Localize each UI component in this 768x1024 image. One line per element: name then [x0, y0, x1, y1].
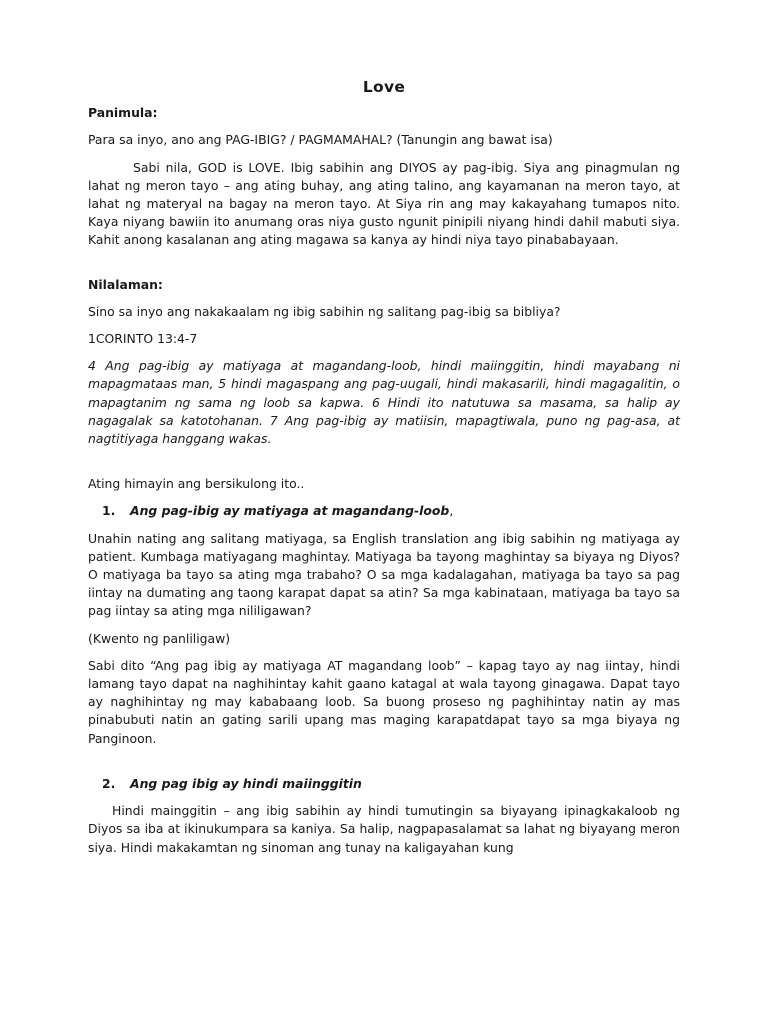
- document-title: Love: [362, 78, 406, 96]
- point-1-title: Ang pag-ibig ay matiyaga at magandang-loob: [130, 503, 450, 519]
- point-1-paragraph-1: Unahin nating ang salitang matiyaga, sa English translation ang ibig sabihin ng matiyaga ay patient. Kumbaga matiyagang maghintay. Matiyaga ba tayong maghintay sa biyaya ng Diyos? O matiyaga ba tayo sa ating mga trabaho? O sa mga kadalagahan, matiyaga ba tayo sa pag iintay na dumating ang taong karapat dapat sa atin? Sa mga kabinataan, matiyaga ba tayo sa pag iintay sa ating mga nililigawan?: [88, 530, 680, 619]
- intro-paragraph: Sabi nila, GOD is LOVE. Ibig sabihin ang DIYOS ay pag-ibig. Siya ang pinagmulan ng lahat ng meron tayo – ang ating buhay, ang ating talino, ang kayamanan na meron tayo, at lahat ng materyal na bagay na meron tayo. At Siya rin ang may kakayahang tumapos nito. Kaya niyang bawiin ito anumang oras niya gusto ngunit pinipili niyang hindi dahil mabuti siya. Kahit anong kasalanan ang ating magawa sa kanya ay hindi niya tayo pinababayaan.: [88, 159, 680, 248]
- point-1-number: 1.: [102, 503, 116, 519]
- bible-verse: 4 Ang pag-ibig ay matiyaga at magandang-loob, hindi maiinggitin, hindi mayabang ni mapagmataas man, 5 hindi magaspang ang pag-uugali, hindi makasarili, hindi magagalitin, o mapagtanim ng sama ng loob sa kapwa. 6 Hindi ito natutuwa sa masama, sa halip ay nagagalak sa katotohanan. 7 Ang pag-ibig ay matiisin, mapagtiwala, puno ng pag-asa, at nagtitiyaga hanggang wakas.: [88, 358, 680, 447]
- point-1-paragraph-2: Sabi dito “Ang pag ibig ay matiyaga AT magandang loob” – kapag tayo ay nag iintay, hindi lamang tayo dapat na naghihintay kahit gaano katagal at wala tayong ginagawa. Dapat tayo ay naghihintay ng may kababaang loob. Sa buong proseso ng paghihintay natin ay mas pinabubuti natin an gating sarili upang mas maging karapatdapat tayo sa mga biyaya ng Panginoon.: [88, 657, 680, 746]
- point-2-title: Ang pag ibig ay hindi maiinggitin: [130, 775, 362, 791]
- spacer: [88, 757, 680, 775]
- point-2-paragraph-1: Hindi mainggitin – ang ibig sabihin ay hindi tumutingin sa biyayang ipinagkakaloob ng Diyos sa iba at ikinukumpara sa kaniya. Sa halip, nagpapasalamat sa lahat ng biyayang meron siya. Hindi makakamtan ng sinoman ang tunay na kaligayahan kung: [88, 803, 680, 855]
- point-1-heading: [88, 502, 680, 520]
- point-2-number: 2.: [102, 775, 116, 791]
- discussion-intro: Ating himayin ang bersikulong ito..: [88, 476, 305, 492]
- spacer: [88, 457, 680, 475]
- intro-heading: Panimula:: [88, 105, 158, 121]
- point-1-note: (Kwento ng panliligaw): [88, 630, 231, 646]
- point-1-title-wrap: [130, 502, 453, 520]
- point-2-heading: [88, 775, 680, 793]
- intro-question: Para sa inyo, ano ang PAG-IBIG? / PAGMAMAHAL? (Tanungin ang bawat isa): [88, 132, 553, 148]
- content-heading: Nilalaman:: [88, 276, 163, 292]
- bible-reference: 1CORINTO 13:4-7: [88, 331, 198, 347]
- point-1-trail: ,: [449, 503, 454, 519]
- content-question: Sino sa inyo ang nakakaalam ng ibig sabihin ng salitang pag-ibig sa bibliya?: [88, 303, 561, 319]
